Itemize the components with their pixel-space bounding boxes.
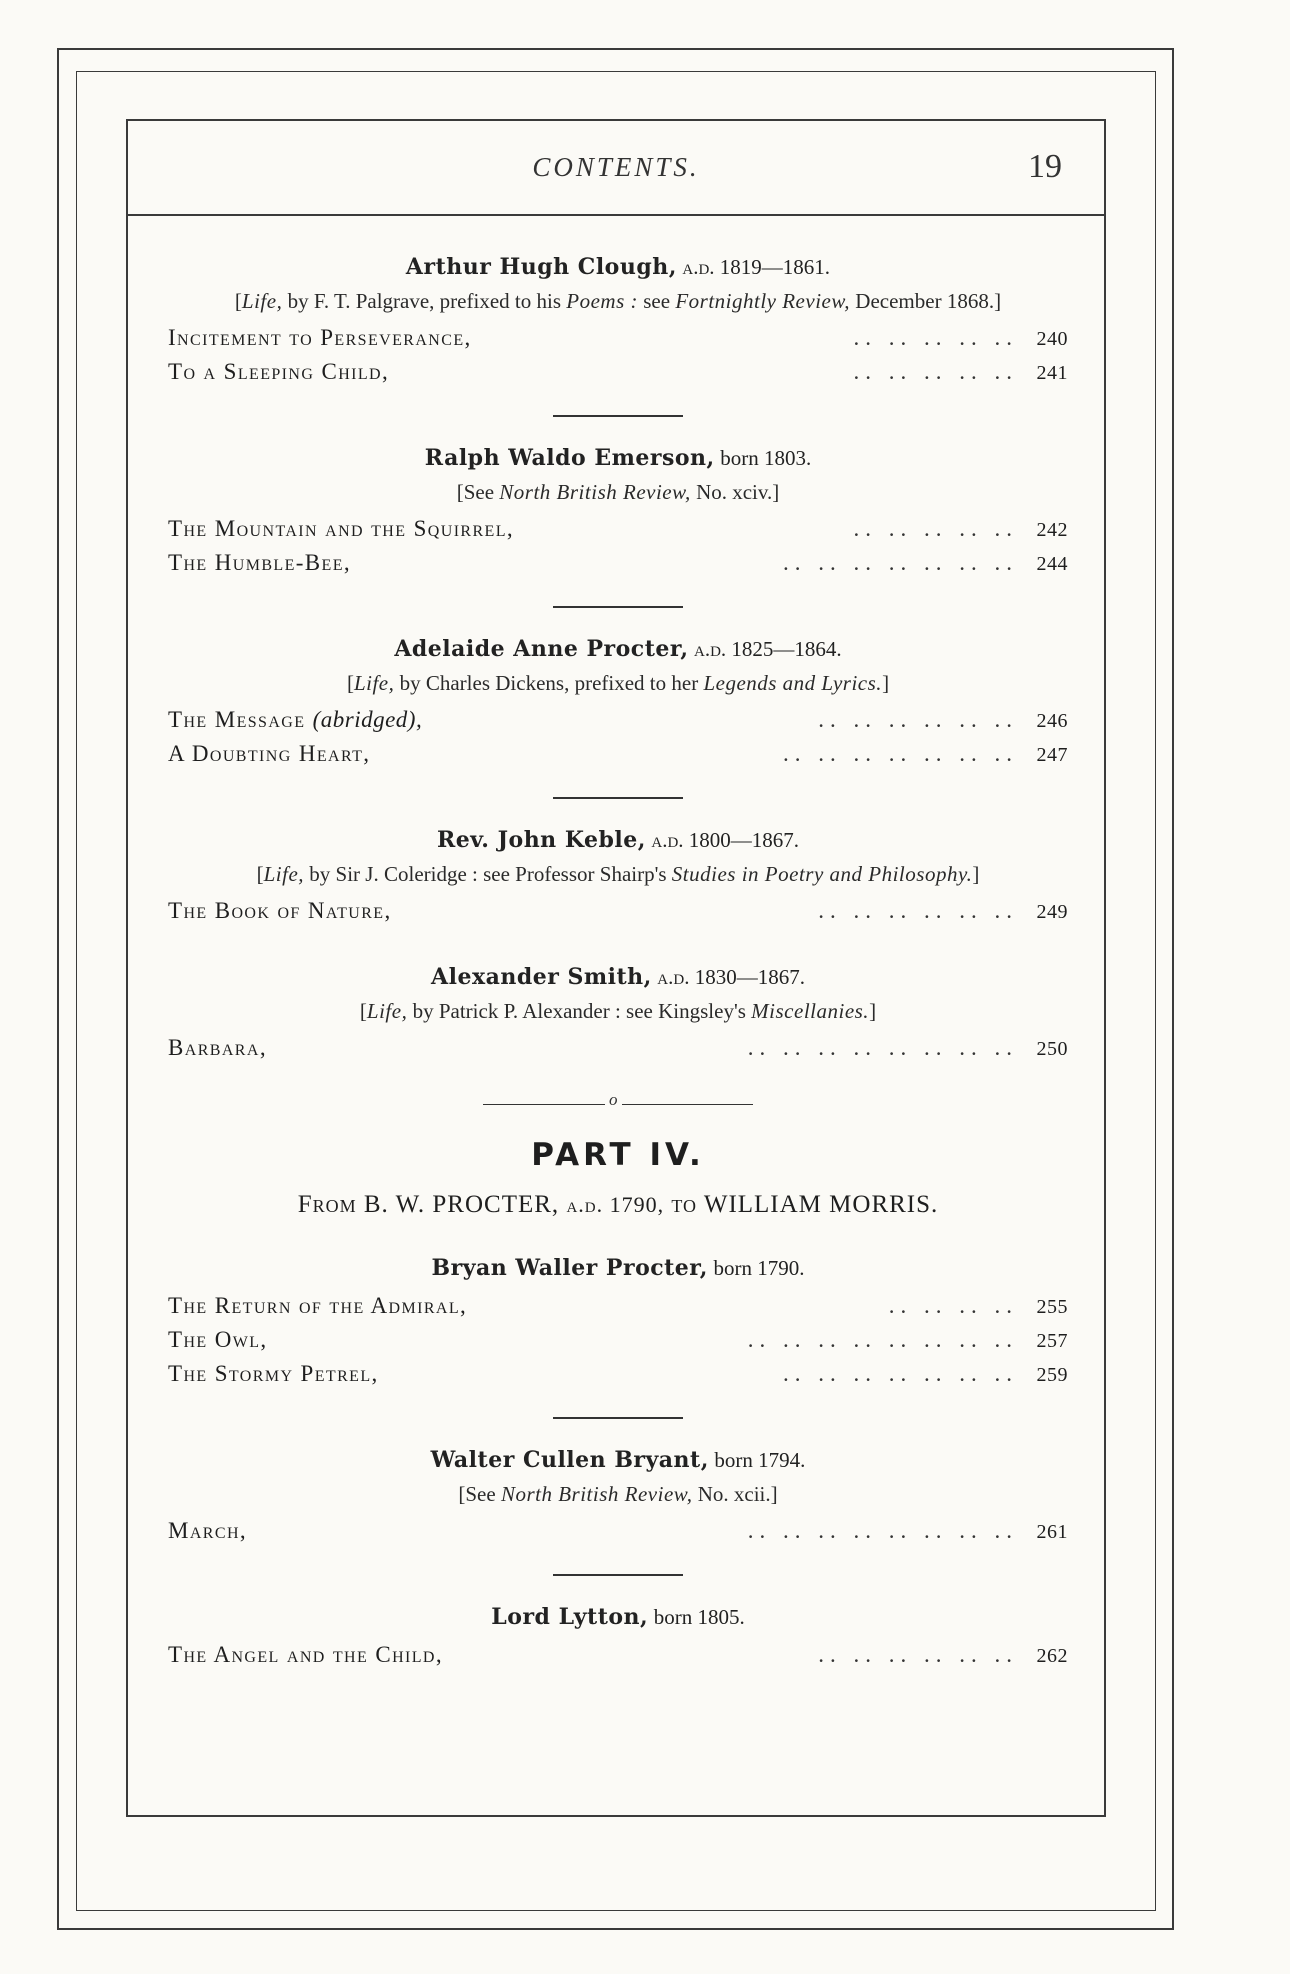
leader-dots: .. .. .. .. .. .. (818, 898, 1018, 923)
entry-list (168, 1035, 1068, 1069)
entry-title: The Mountain and the Squirrel, (168, 516, 515, 541)
note-text: [ (346, 671, 354, 695)
divider-mark: o (605, 1090, 622, 1110)
toc-entry[interactable] (168, 359, 1068, 393)
author-heading (168, 634, 1068, 664)
section-lytton (168, 1602, 1068, 1676)
leader-dots: .. .. .. .. .. (853, 516, 1018, 541)
author-name: Ralph Waldo Emerson, (424, 445, 715, 471)
author-note (208, 670, 1028, 697)
author-name: Bryan Waller Procter, (431, 1255, 708, 1281)
note-text: by Charles Dickens, prefixed to her (394, 671, 704, 695)
toc-entry[interactable] (168, 1293, 1068, 1327)
entry-page: 261 (1036, 1521, 1068, 1543)
entry-page: 244 (1036, 553, 1068, 575)
note-italic: North British Review, (500, 1482, 693, 1506)
section-emerson (168, 443, 1068, 584)
author-note (208, 288, 1028, 315)
toc-entry[interactable] (168, 516, 1068, 550)
leader-dots: .. .. .. .. .. .. (818, 1642, 1018, 1667)
note-text: by Sir J. Coleridge : see Professor Shairp's (304, 862, 672, 886)
toc-entry[interactable] (168, 325, 1068, 359)
section-adelaide-procter (168, 634, 1068, 775)
contents-list (168, 252, 1068, 1676)
entry-page: 247 (1036, 744, 1068, 766)
toc-entry[interactable] (168, 1518, 1068, 1552)
toc-entry[interactable] (168, 1327, 1068, 1361)
entry-list (168, 1293, 1068, 1395)
author-dates: a.d. 1819—1861. (682, 255, 831, 279)
entry-title: The Return of the Admiral, (168, 1293, 468, 1318)
entry-title: The Humble-Bee, (168, 550, 352, 575)
author-heading (168, 1445, 1068, 1475)
section-alexander-smith (168, 962, 1068, 1069)
note-italic: Miscellanies. (751, 999, 870, 1023)
toc-entry[interactable] (168, 1361, 1068, 1395)
note-italic: Poems : (566, 289, 638, 313)
entry-list (168, 707, 1068, 775)
entry-title-text: The Message (168, 707, 306, 732)
section-rule (553, 1417, 683, 1419)
leader-dots: .. .. .. .. .. (853, 325, 1018, 350)
note-italic: Life, (241, 289, 283, 313)
leader-dots: .. .. .. .. .. .. (818, 707, 1018, 732)
entry-title: The Stormy Petrel, (168, 1361, 379, 1386)
author-heading (168, 443, 1068, 473)
entry-title: The Angel and the Child, (168, 1642, 444, 1667)
entry-title: The Owl, (168, 1327, 268, 1352)
entry-page: 242 (1036, 519, 1068, 541)
entry-page: 241 (1036, 362, 1068, 384)
part-divider (483, 1090, 753, 1111)
leader-dots: .. .. .. .. .. .. .. .. (747, 1327, 1018, 1352)
leader-dots: .. .. .. .. .. .. .. .. (747, 1518, 1018, 1543)
entry-title: To a Sleeping Child, (168, 359, 390, 384)
header-rule (126, 214, 1106, 216)
entry-title-italic: (abridged), (312, 707, 423, 732)
entry-title (168, 707, 422, 733)
entry-page: 249 (1036, 901, 1068, 923)
entry-page: 240 (1036, 328, 1068, 350)
section-keble (168, 825, 1068, 932)
entry-list (168, 1642, 1068, 1676)
leader-dots: .. .. .. .. .. .. .. (783, 1361, 1018, 1386)
section-rule (553, 606, 683, 608)
toc-entry[interactable] (168, 550, 1068, 584)
note-text: ] (972, 862, 980, 886)
entry-list (168, 516, 1068, 584)
leader-dots: .. .. .. .. .. (853, 359, 1018, 384)
author-note (208, 479, 1028, 506)
author-note (208, 1481, 1028, 1508)
author-heading (168, 1602, 1068, 1632)
author-dates: born 1790. (713, 1256, 805, 1280)
author-dates: a.d. 1800—1867. (651, 828, 800, 852)
note-text: [ (359, 999, 367, 1023)
part-range (168, 1191, 1068, 1219)
note-italic: Legends and Lyrics. (703, 671, 883, 695)
section-rule (553, 1574, 683, 1576)
note-text: December 1868.] (850, 289, 1002, 313)
section-bryant (168, 1445, 1068, 1552)
leader-dots: .. .. .. .. (888, 1293, 1018, 1318)
toc-entry[interactable] (168, 741, 1068, 775)
author-heading (168, 252, 1068, 282)
note-text: [ (234, 289, 242, 313)
note-text: ] (882, 671, 890, 695)
note-italic: Studies in Poetry and Philosophy. (671, 862, 973, 886)
toc-entry[interactable] (168, 1035, 1068, 1069)
note-italic: Life, (366, 999, 408, 1023)
entry-title: The Book of Nature, (168, 898, 392, 923)
author-dates: a.d. 1825—1864. (694, 637, 842, 661)
note-text: by F. T. Palgrave, prefixed to his (282, 289, 567, 313)
from-label: From (297, 1191, 357, 1218)
leader-dots: .. .. .. .. .. .. .. (783, 550, 1018, 575)
entry-list (168, 1518, 1068, 1552)
entry-list (168, 325, 1068, 393)
note-text: by Patrick P. Alexander : see Kingsley's (407, 999, 752, 1023)
section-rule (553, 415, 683, 417)
entry-page: 257 (1036, 1330, 1068, 1352)
running-title: CONTENTS. (532, 152, 700, 182)
note-text: [See (456, 480, 500, 504)
note-italic: Life, (353, 671, 395, 695)
author-name: Walter Cullen Bryant, (430, 1447, 709, 1473)
author-name: Lord Lytton, (491, 1604, 649, 1630)
to-name: WILLIAM MORRIS. (703, 1191, 939, 1218)
entry-page: 255 (1036, 1296, 1068, 1318)
toc-entry[interactable] (168, 707, 1068, 741)
author-name: Alexander Smith, (431, 964, 652, 990)
entry-list (168, 898, 1068, 932)
note-text: [ (256, 862, 264, 886)
author-heading (168, 1253, 1068, 1283)
note-italic: North British Review, (499, 480, 691, 504)
section-clough (168, 252, 1068, 393)
author-name: Arthur Hugh Clough, (405, 254, 677, 280)
entry-title: March, (168, 1518, 248, 1543)
author-note (208, 861, 1028, 888)
note-text: see (637, 289, 676, 313)
note-text: No. xciv.] (690, 480, 780, 504)
note-text: ] (869, 999, 877, 1023)
entry-title: Barbara, (168, 1035, 267, 1060)
toc-entry[interactable] (168, 898, 1068, 932)
entry-page: 250 (1036, 1038, 1068, 1060)
leader-dots: .. .. .. .. .. .. .. (783, 741, 1018, 766)
note-text: [See (458, 1482, 501, 1506)
author-name: Rev. John Keble, (436, 827, 646, 853)
section-bryan-procter (168, 1253, 1068, 1395)
entry-page: 259 (1036, 1364, 1068, 1386)
spacer (168, 932, 1068, 962)
author-heading (168, 825, 1068, 855)
note-text: No. xcii.] (692, 1482, 778, 1506)
page-number: 19 (1028, 148, 1062, 185)
entry-title: A Doubting Heart, (168, 741, 371, 766)
author-dates: born 1803. (720, 446, 812, 470)
note-italic: Fortnightly Review, (675, 289, 851, 313)
author-dates: born 1805. (653, 1605, 745, 1629)
entry-title: Incitement to Perseverance, (168, 325, 472, 350)
toc-entry[interactable] (168, 1642, 1068, 1676)
part-heading: PART IV. (531, 1137, 705, 1173)
note-italic: Life, (263, 862, 305, 886)
running-head (126, 148, 1106, 198)
from-name: B. W. PROCTER, (363, 1191, 560, 1218)
author-name: Adelaide Anne Procter, (394, 636, 689, 662)
to-label: to (671, 1191, 698, 1218)
entry-page: 246 (1036, 710, 1068, 732)
from-date: a.d. 1790, (566, 1192, 665, 1217)
author-dates: a.d. 1830—1867. (657, 965, 805, 989)
author-note (208, 998, 1028, 1025)
author-dates: born 1794. (714, 1448, 806, 1472)
entry-page: 262 (1036, 1645, 1068, 1667)
section-rule (553, 797, 683, 799)
author-heading (168, 962, 1068, 992)
leader-dots: .. .. .. .. .. .. .. .. (747, 1035, 1018, 1060)
